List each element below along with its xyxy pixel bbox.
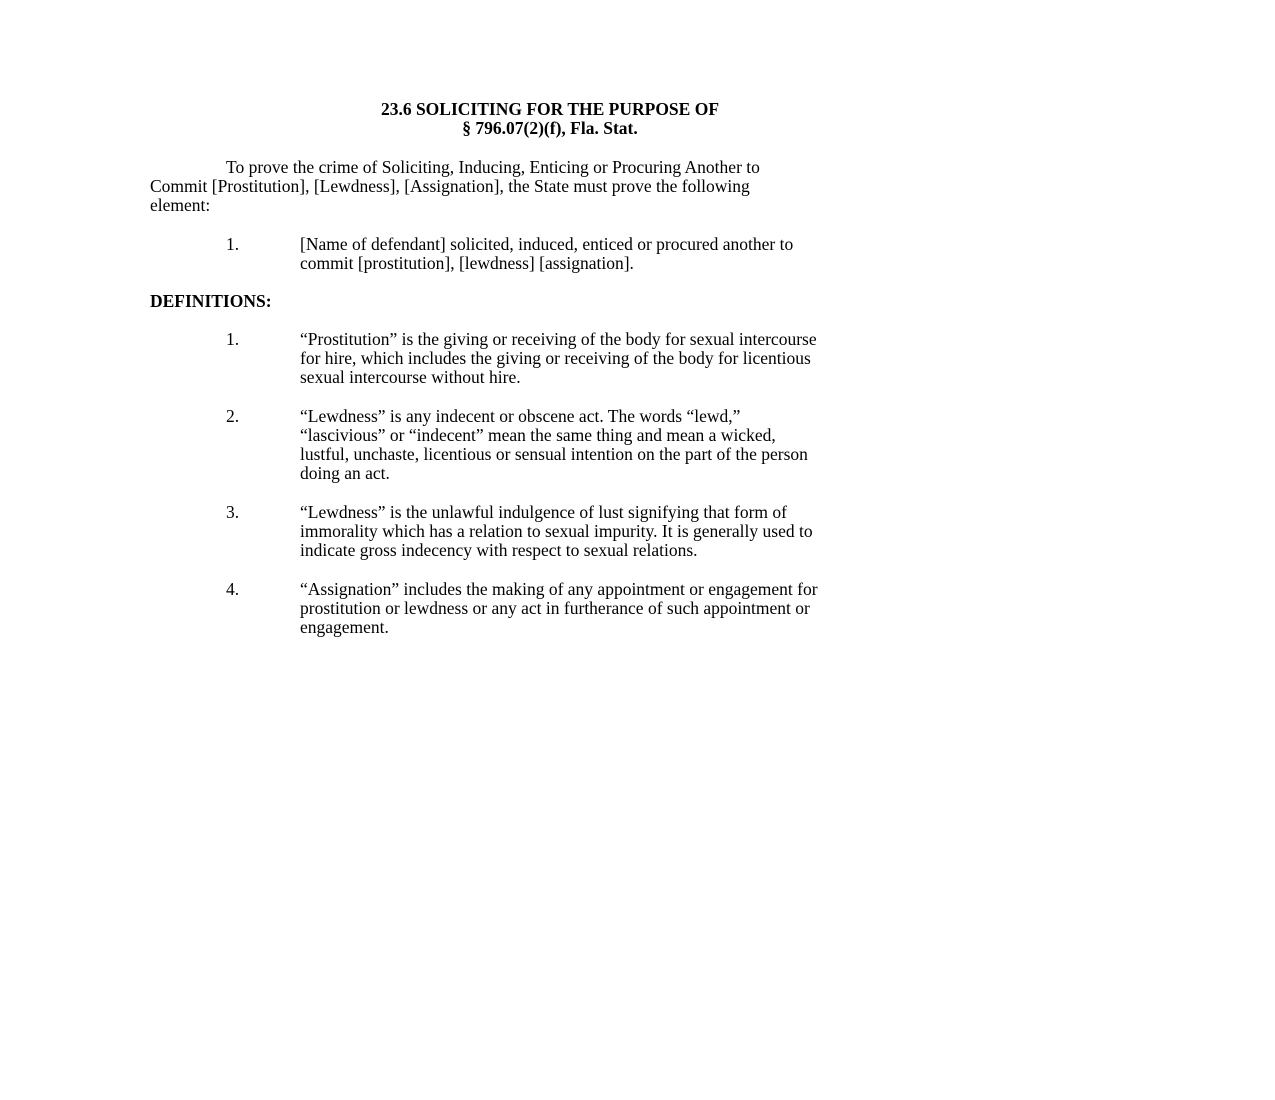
- definition-line: “Assignation” includes the making of any appointment or engagement for: [300, 579, 818, 599]
- definition-line: sexual intercourse without hire.: [300, 367, 521, 387]
- definition-text: [300, 330, 817, 387]
- definition-number: 1.: [226, 329, 240, 349]
- element-line: commit [prostitution], [lewdness] [assignation].: [300, 253, 634, 273]
- definition-line: engagement.: [300, 617, 389, 637]
- definition-line: for hire, which includes the giving or receiving of the body for licentious: [300, 348, 811, 368]
- definition-line: lustful, unchaste, licentious or sensual intention on the part of the person: [300, 444, 808, 464]
- intro-line-1: To prove the crime of Soliciting, Inducing, Enticing or Procuring Another to: [226, 157, 760, 177]
- element-text: [300, 235, 793, 273]
- intro-line-2: Commit [Prostitution], [Lewdness], [Assignation], the State must prove the following: [150, 176, 750, 196]
- definition-line: “Lewdness” is the unlawful indulgence of lust signifying that form of: [300, 502, 787, 522]
- definitions-heading: DEFINITIONS:: [150, 291, 272, 311]
- definition-text: [300, 580, 818, 637]
- title-line-2: § 796.07(2)(f), Fla. Stat.: [462, 118, 638, 138]
- definition-line: doing an act.: [300, 463, 390, 483]
- element-line: [Name of defendant] solicited, induced, enticed or procured another to: [300, 234, 794, 254]
- title-line-1: 23.6 SOLICITING FOR THE PURPOSE OF: [380, 99, 720, 119]
- definition-line: indicate gross indecency with respect to sexual relations.: [300, 540, 698, 560]
- definition-line: prostitution or lewdness or any act in furtherance of such appointment or: [300, 598, 810, 618]
- definition-text: [300, 407, 808, 483]
- definition-line: “lascivious” or “indecent” mean the same thing and mean a wicked,: [300, 425, 776, 445]
- definition-text: [300, 503, 813, 560]
- definition-line: “Prostitution” is the giving or receiving of the body for sexual intercourse: [300, 329, 817, 349]
- element-number: 1.: [226, 234, 240, 254]
- instruction-title: [300, 100, 800, 138]
- definition-line: immorality which has a relation to sexual impurity. It is generally used to: [300, 521, 813, 541]
- definition-line: “Lewdness” is any indecent or obscene act. The words “lewd,”: [300, 406, 741, 426]
- definition-number: 3.: [226, 502, 240, 522]
- intro-paragraph: [150, 158, 1050, 215]
- definition-number: 2.: [226, 406, 240, 426]
- intro-line-3: element:: [150, 195, 211, 215]
- definition-number: 4.: [226, 579, 240, 599]
